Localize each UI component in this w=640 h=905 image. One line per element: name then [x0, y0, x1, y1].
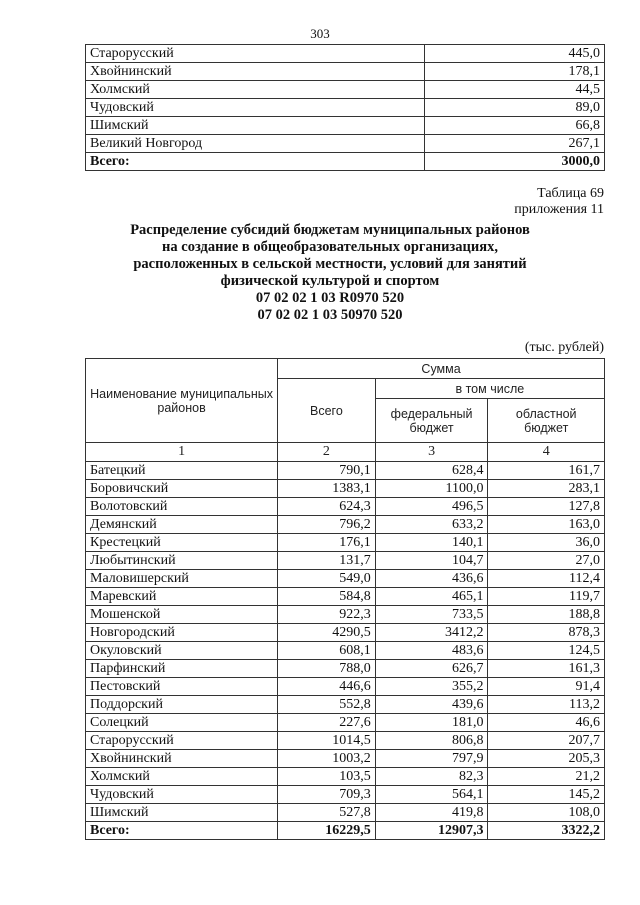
- total-amount: 16229,5: [278, 822, 376, 840]
- amount: 66,8: [425, 117, 605, 135]
- district-name: Волотовский: [86, 498, 278, 516]
- table-row: [86, 624, 605, 642]
- district-name: Боровичский: [86, 480, 278, 498]
- federal-amount: 564,1: [375, 786, 488, 804]
- district-name: Маревский: [86, 588, 278, 606]
- district-name: Поддорский: [86, 696, 278, 714]
- total-amount: 176,1: [278, 534, 376, 552]
- table-row: [86, 732, 605, 750]
- federal-amount: 626,7: [375, 660, 488, 678]
- regional-amount: 119,7: [488, 588, 605, 606]
- table-row: [86, 750, 605, 768]
- federal-amount: 419,8: [375, 804, 488, 822]
- federal-amount: 355,2: [375, 678, 488, 696]
- district-name: Демянский: [86, 516, 278, 534]
- table-row: [86, 516, 605, 534]
- federal-amount: 12907,3: [375, 822, 488, 840]
- district-name: Новгородский: [86, 624, 278, 642]
- federal-amount: 797,9: [375, 750, 488, 768]
- table-row: [86, 552, 605, 570]
- col-number: 4: [488, 443, 605, 462]
- table-row: [86, 570, 605, 588]
- table-row: [86, 588, 605, 606]
- header-sum: Сумма: [278, 359, 605, 379]
- total-amount: 709,3: [278, 786, 376, 804]
- table-row: [86, 768, 605, 786]
- regional-amount: 3322,2: [488, 822, 605, 840]
- district-name: Шимский: [86, 117, 425, 135]
- header-total: Всего: [278, 379, 376, 443]
- regional-amount: 27,0: [488, 552, 605, 570]
- district-name: Старорусский: [86, 732, 278, 750]
- federal-amount: 633,2: [375, 516, 488, 534]
- federal-amount: 733,5: [375, 606, 488, 624]
- total-row: [86, 822, 605, 840]
- district-name: Парфинский: [86, 660, 278, 678]
- total-amount: 1003,2: [278, 750, 376, 768]
- title-line: расположенных в сельской местности, условий для занятий: [133, 256, 527, 272]
- table-row: [86, 678, 605, 696]
- district-name: Холмский: [86, 81, 425, 99]
- table-row: [86, 804, 605, 822]
- total-amount: 790,1: [278, 462, 376, 480]
- regional-amount: 878,3: [488, 624, 605, 642]
- district-name: Пестовский: [86, 678, 278, 696]
- col-number: 2: [278, 443, 376, 462]
- total-label: Всего:: [86, 153, 425, 171]
- regional-amount: 283,1: [488, 480, 605, 498]
- col-number: 3: [375, 443, 488, 462]
- total-amount: 1014,5: [278, 732, 376, 750]
- regional-amount: 46,6: [488, 714, 605, 732]
- col-number: 1: [86, 443, 278, 462]
- regional-amount: 163,0: [488, 516, 605, 534]
- table-caption: [514, 186, 604, 218]
- header-federal: федеральный бюджет: [375, 399, 488, 443]
- amount: 267,1: [425, 135, 605, 153]
- total-amount: 227,6: [278, 714, 376, 732]
- district-name: Солецкий: [86, 714, 278, 732]
- units-label: (тыс. рублей): [524, 340, 604, 355]
- federal-amount: 1100,0: [375, 480, 488, 498]
- total-amount: 584,8: [278, 588, 376, 606]
- table-row: [86, 660, 605, 678]
- table-row: [86, 117, 605, 135]
- district-name: Мошенской: [86, 606, 278, 624]
- district-name: Великий Новгород: [86, 135, 425, 153]
- district-name: Чудовский: [86, 786, 278, 804]
- table-row: [86, 462, 605, 480]
- district-name: Хвойнинский: [86, 63, 425, 81]
- total-amount: 922,3: [278, 606, 376, 624]
- district-name: Маловишерский: [86, 570, 278, 588]
- amount: 89,0: [425, 99, 605, 117]
- total-amount: 527,8: [278, 804, 376, 822]
- table-row: [86, 786, 605, 804]
- regional-amount: 124,5: [488, 642, 605, 660]
- table-row: [86, 498, 605, 516]
- federal-amount: 483,6: [375, 642, 488, 660]
- regional-amount: 188,8: [488, 606, 605, 624]
- table-title: [110, 222, 550, 324]
- district-name: Старорусский: [86, 45, 425, 63]
- table-row: [86, 99, 605, 117]
- district-name: Крестецкий: [86, 534, 278, 552]
- table-row: [86, 81, 605, 99]
- district-name: Хвойнинский: [86, 750, 278, 768]
- district-name: Шимский: [86, 804, 278, 822]
- regional-amount: 113,2: [488, 696, 605, 714]
- total-amount: 549,0: [278, 570, 376, 588]
- regional-amount: 21,2: [488, 768, 605, 786]
- regional-amount: 207,7: [488, 732, 605, 750]
- table-row: [86, 63, 605, 81]
- table-row: [86, 45, 605, 63]
- federal-amount: 439,6: [375, 696, 488, 714]
- table-row: [86, 642, 605, 660]
- table-row: [86, 606, 605, 624]
- regional-amount: 91,4: [488, 678, 605, 696]
- title-line: Распределение субсидий бюджетам муниципальных районов: [130, 222, 530, 238]
- federal-amount: 465,1: [375, 588, 488, 606]
- budget-code: 07 02 02 1 03 R0970 520: [255, 290, 405, 306]
- table-label: Таблица 69: [537, 186, 604, 201]
- federal-amount: 436,6: [375, 570, 488, 588]
- budget-code: 07 02 02 1 03 50970 520: [257, 307, 403, 323]
- regional-amount: 108,0: [488, 804, 605, 822]
- header-including: в том числе: [375, 379, 604, 399]
- regional-amount: 161,3: [488, 660, 605, 678]
- federal-amount: 3412,2: [375, 624, 488, 642]
- table-row: [86, 714, 605, 732]
- district-name: Батецкий: [86, 462, 278, 480]
- federal-amount: 806,8: [375, 732, 488, 750]
- total-row: [86, 153, 605, 171]
- total-amount: 1383,1: [278, 480, 376, 498]
- table-row: [86, 135, 605, 153]
- federal-amount: 104,7: [375, 552, 488, 570]
- header-regional: областной бюджет: [488, 399, 605, 443]
- table-row: [86, 534, 605, 552]
- district-name: Холмский: [86, 768, 278, 786]
- district-name: Любытинский: [86, 552, 278, 570]
- regional-amount: 205,3: [488, 750, 605, 768]
- total-amount: 3000,0: [425, 153, 605, 171]
- amount: 44,5: [425, 81, 605, 99]
- federal-amount: 181,0: [375, 714, 488, 732]
- district-name: Окуловский: [86, 642, 278, 660]
- regional-amount: 145,2: [488, 786, 605, 804]
- subsidy-table: [85, 358, 605, 840]
- total-amount: 796,2: [278, 516, 376, 534]
- table-row: [86, 696, 605, 714]
- total-amount: 624,3: [278, 498, 376, 516]
- regional-amount: 112,4: [488, 570, 605, 588]
- total-amount: 608,1: [278, 642, 376, 660]
- federal-amount: 140,1: [375, 534, 488, 552]
- total-amount: 552,8: [278, 696, 376, 714]
- regional-amount: 161,7: [488, 462, 605, 480]
- federal-amount: 628,4: [375, 462, 488, 480]
- title-line: на создание в общеобразовательных организациях,: [162, 239, 498, 255]
- appendix-label: приложения 11: [514, 202, 604, 217]
- amount: 445,0: [425, 45, 605, 63]
- total-amount: 4290,5: [278, 624, 376, 642]
- title-line: физической культурой и спортом: [220, 273, 440, 289]
- page-number: 303: [310, 26, 330, 41]
- federal-amount: 496,5: [375, 498, 488, 516]
- district-name: Чудовский: [86, 99, 425, 117]
- federal-amount: 82,3: [375, 768, 488, 786]
- regional-amount: 127,8: [488, 498, 605, 516]
- table-row: [86, 480, 605, 498]
- total-amount: 131,7: [278, 552, 376, 570]
- total-label: Всего:: [86, 822, 278, 840]
- amount: 178,1: [425, 63, 605, 81]
- header-name: Наименование муниципальных районов: [86, 359, 278, 443]
- total-amount: 103,5: [278, 768, 376, 786]
- total-amount: 446,6: [278, 678, 376, 696]
- total-amount: 788,0: [278, 660, 376, 678]
- continued-table: [85, 44, 605, 171]
- regional-amount: 36,0: [488, 534, 605, 552]
